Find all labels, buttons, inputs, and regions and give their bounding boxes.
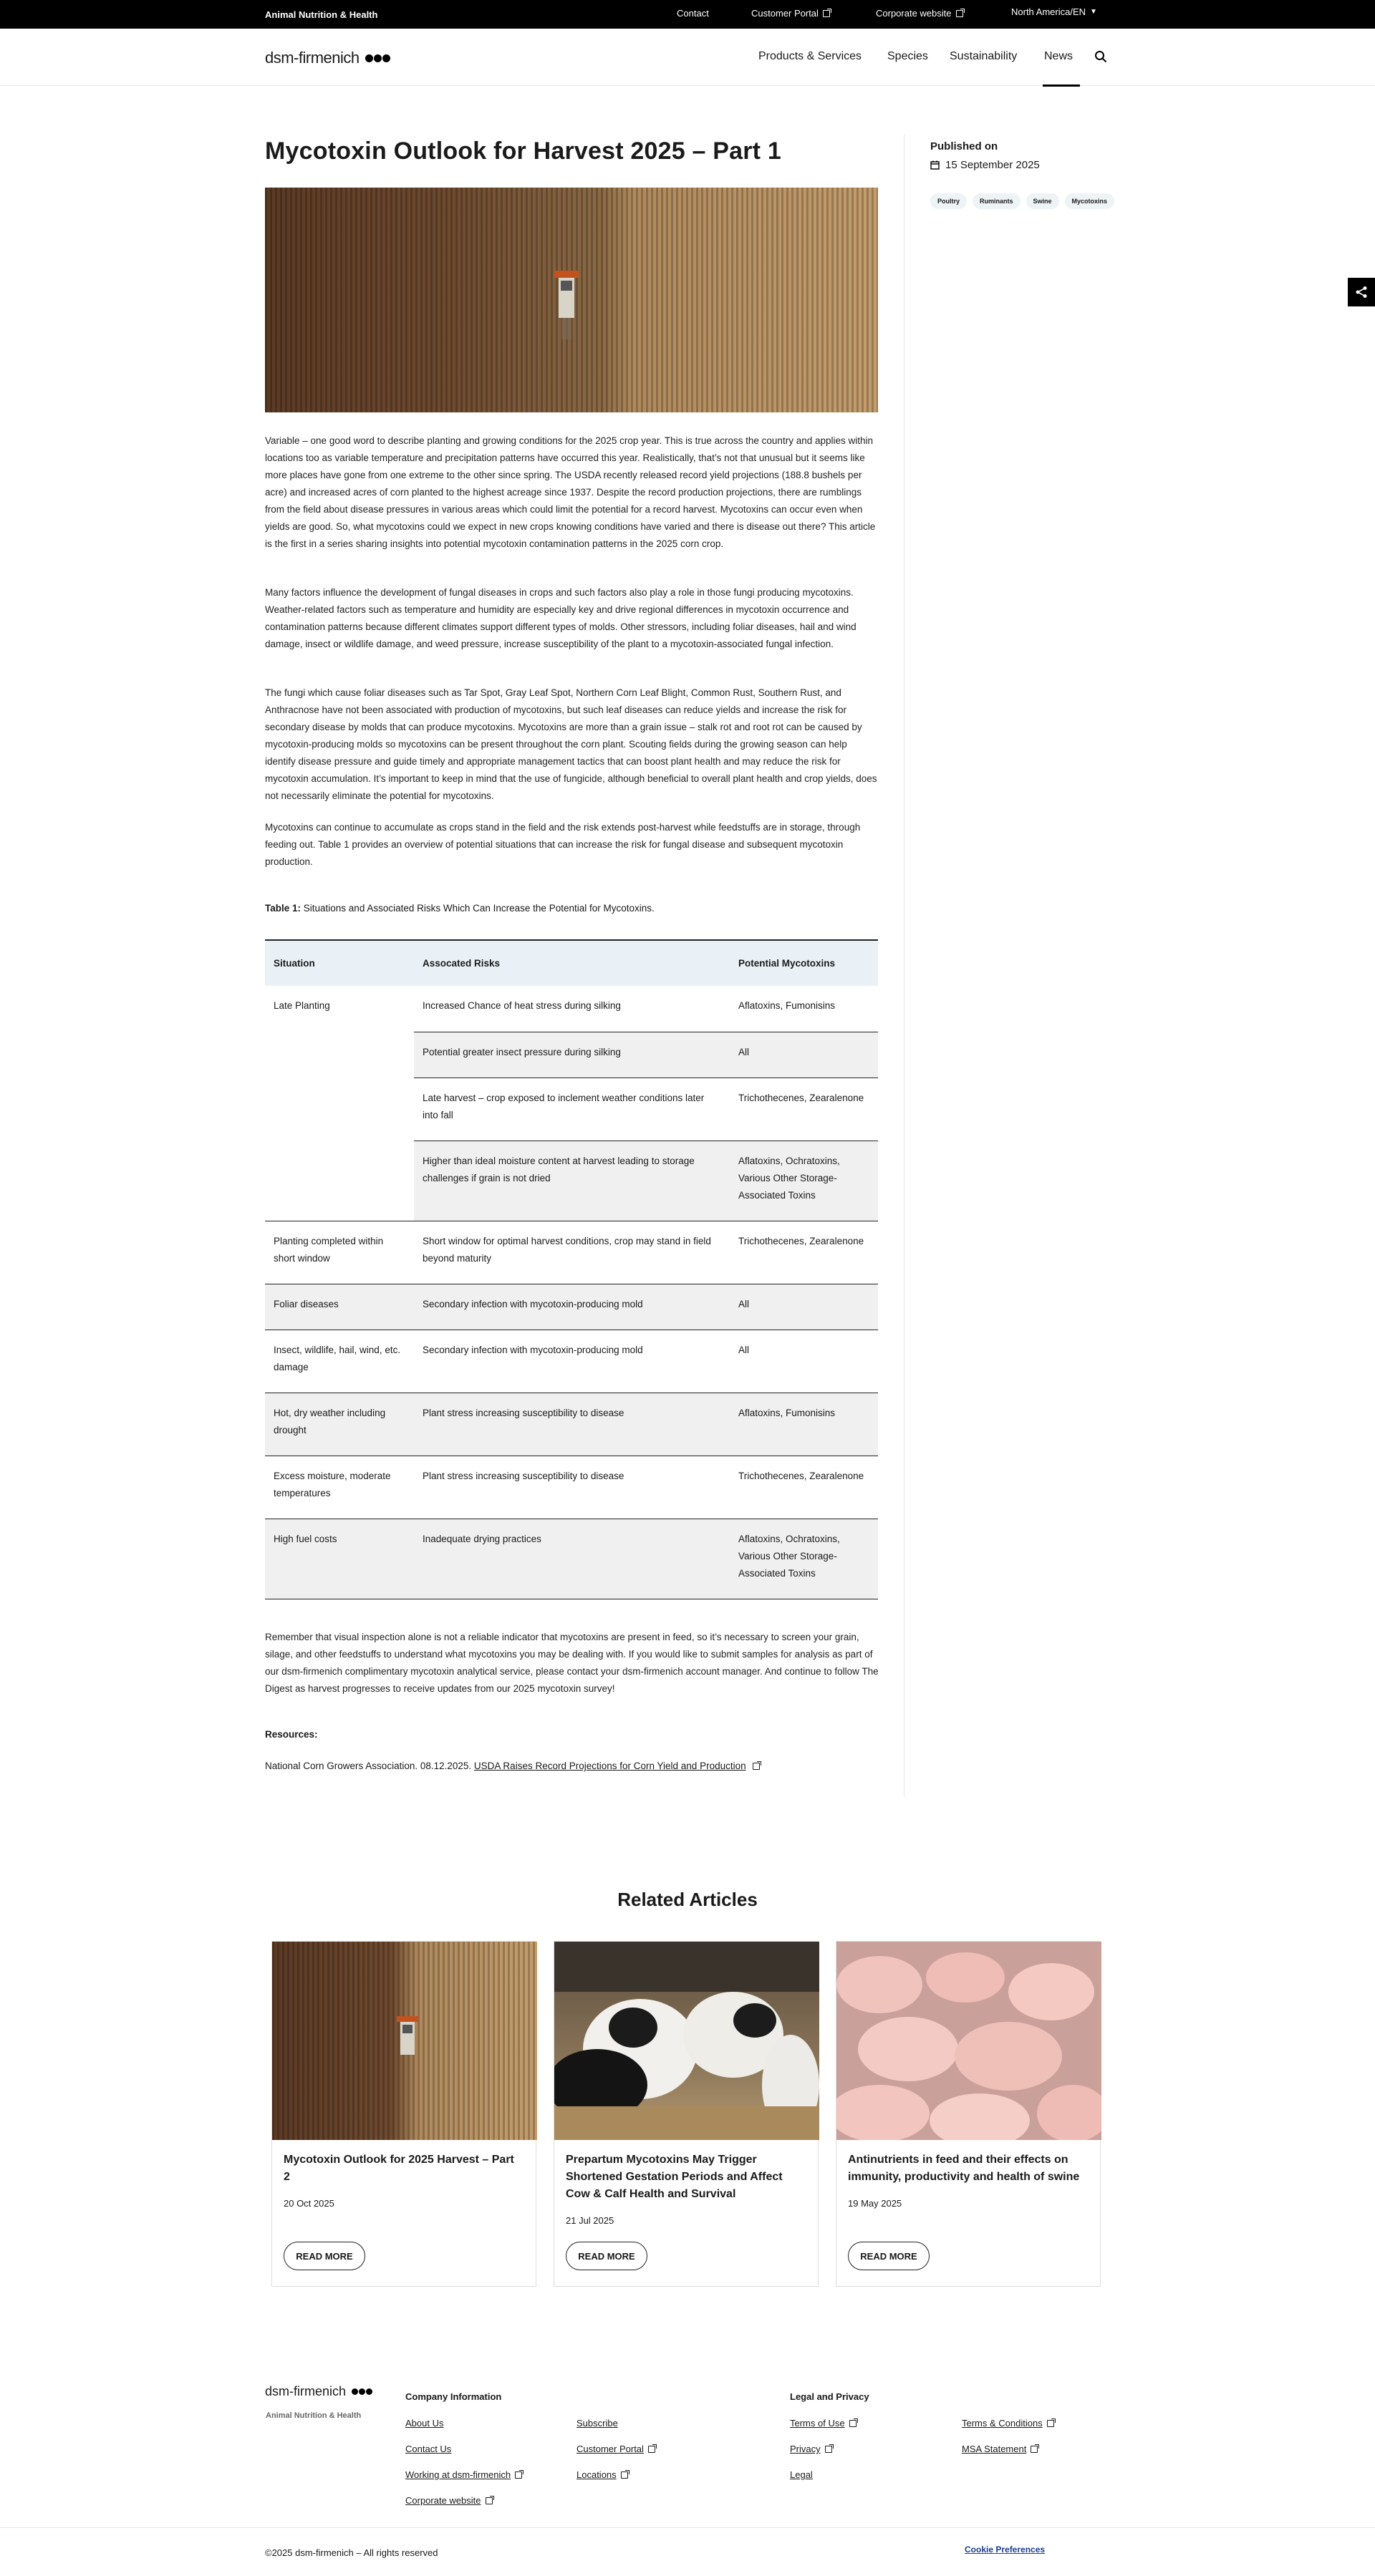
external-link-icon	[1047, 2420, 1054, 2427]
footer-link-subscribe[interactable]	[576, 2418, 618, 2429]
link-label: Terms of Use	[790, 2418, 845, 2429]
external-link-icon	[825, 2446, 832, 2453]
table-header: Assocated Risks	[414, 940, 730, 986]
table-cell: Higher than ideal moisture content at harvest leading to storage challenges if grain is not dried	[414, 1141, 730, 1221]
pigs-illustration	[836, 1942, 1101, 2140]
external-link-icon	[849, 2420, 857, 2427]
link-label: Corporate website	[405, 2495, 481, 2506]
card-title[interactable]: Prepartum Mycotoxins May Trigger Shortened Gestation Periods and Affect Cow & Calf Health and Survival	[566, 2154, 783, 2200]
article-title: Mycotoxin Outlook for Harvest 2025 – Part 1	[265, 137, 781, 165]
read-more-button[interactable]: READ MORE	[848, 2242, 930, 2270]
published-label: Published on	[930, 140, 998, 152]
company-logo[interactable]	[265, 49, 390, 67]
table-cell: Hot, dry weather including drought	[265, 1393, 414, 1456]
footer-link-terms-conditions[interactable]	[962, 2418, 1054, 2429]
share-icon	[1355, 286, 1368, 299]
table-cell: Late Planting	[274, 1000, 330, 1011]
link-label: Working at dsm-firmenich	[405, 2469, 511, 2480]
footer-link-customer-portal[interactable]	[576, 2444, 655, 2454]
read-more-button[interactable]: READ MORE	[284, 2242, 365, 2270]
table-cell: Increased Chance of heat stress during silking	[414, 986, 730, 1032]
combine-harvester-graphic	[554, 271, 579, 339]
external-link-icon	[823, 10, 830, 17]
footer-link-msa-statement[interactable]	[962, 2444, 1038, 2454]
resource-citation	[265, 1761, 760, 1771]
table-cell: Late harvest – crop exposed to inclement weather conditions later into fall	[414, 1078, 730, 1141]
external-link-icon	[956, 10, 963, 17]
table-caption-label: Table 1:	[265, 903, 301, 914]
footer-link-about-us[interactable]	[405, 2418, 443, 2429]
link-label: Terms & Conditions	[962, 2418, 1043, 2429]
table-row	[265, 1221, 878, 1284]
chevron-down-icon: ▼	[1090, 8, 1097, 16]
region-label: North America/EN	[1011, 6, 1086, 17]
table-cell: Short window for optimal harvest conditions, crop may stand in field beyond maturity	[414, 1221, 730, 1284]
external-link-icon	[1031, 2446, 1038, 2453]
region-selector[interactable]	[1011, 6, 1097, 17]
table-cell	[265, 1078, 414, 1141]
card-image-field	[272, 1942, 537, 2140]
table-cell: Insect, wildlife, hail, wind, etc. damage	[265, 1330, 414, 1393]
table-row	[265, 986, 878, 1032]
link-label: Legal	[790, 2469, 813, 2480]
resource-prefix: National Corn Growers Association. 08.12.2025.	[265, 1761, 474, 1771]
table-cell: Foliar diseases	[265, 1284, 414, 1330]
footer-divider	[0, 2527, 1375, 2528]
table-header: Situation	[265, 940, 414, 986]
table-cell	[265, 1141, 414, 1221]
cookie-preferences-link[interactable]: Cookie Preferences	[965, 2544, 1046, 2555]
footer-link-legal[interactable]	[790, 2469, 813, 2480]
table-row	[265, 1141, 878, 1221]
hero-image	[265, 188, 878, 412]
cows-illustration	[554, 1942, 819, 2140]
combine-harvester-graphic	[397, 2016, 418, 2073]
footer-link-careers[interactable]	[405, 2469, 522, 2480]
published-date-text: 15 September 2025	[945, 159, 1040, 171]
card-image-pigs	[836, 1942, 1101, 2140]
external-link-icon	[486, 2497, 493, 2504]
card-date: 20 Oct 2025	[284, 2198, 334, 2209]
card-title[interactable]: Antinutrients in feed and their effects on immunity, productivity and health of swine	[848, 2154, 1080, 2183]
tag-list	[930, 193, 1114, 209]
table-cell: Secondary infection with mycotoxin-producing mold	[414, 1330, 730, 1393]
link-label: Privacy	[790, 2444, 821, 2454]
table-row	[265, 1330, 878, 1393]
table-row	[265, 1284, 878, 1330]
logo-text: dsm-firmenich	[265, 49, 360, 67]
article-paragraph: Many factors influence the development of fungal diseases in crops and such factors also play a role in those fungi producing mycotoxins. Weather-related factors such as temperature and humidity are especially key and drive regional differences in mycotoxin occurrence and contamination patterns because different climates support different types of molds. Other stressors, including foliar diseases, hail and wind damage, insect or wildlife damage, and weed pressure, increase susceptibility of the plant to a mycotoxin-associated fungal infection.	[265, 587, 857, 649]
related-card[interactable]	[554, 1941, 819, 2287]
customer-portal-label: Customer Portal	[751, 8, 819, 19]
external-link-icon	[648, 2446, 655, 2453]
contact-link[interactable]	[677, 8, 709, 19]
article-paragraph: Mycotoxins can continue to accumulate as crops stand in the field and the risk extends post-harvest while feedstuffs are in storage, through feeding out. Table 1 provides an overview of potential situations that can increase the risk for fungal disease and subsequent mycotoxin production.	[265, 822, 861, 867]
card-title[interactable]: Mycotoxin Outlook for 2025 Harvest – Part 2	[284, 2154, 514, 2183]
table-row	[265, 1519, 878, 1599]
published-date	[930, 159, 1040, 171]
table-row	[265, 1032, 878, 1078]
copyright-text: ©2025 dsm-firmenich – All rights reserved	[265, 2547, 438, 2558]
division-label: Animal Nutrition & Health	[265, 9, 378, 20]
tag-ruminants[interactable]: Ruminants	[973, 193, 1021, 209]
nav-news[interactable]: News	[1044, 50, 1074, 62]
contact-link-label: Contact	[677, 8, 709, 19]
card-date: 19 May 2025	[848, 2198, 902, 2209]
logo-mark-icon	[365, 54, 390, 62]
table-cell: Excess moisture, moderate temperatures	[265, 1456, 414, 1519]
link-label: Customer Portal	[576, 2444, 644, 2454]
table-cell: All	[730, 1032, 878, 1078]
table-cell: Aflatoxins, Ochratoxins, Various Other Storage-Associated Toxins	[730, 1519, 878, 1599]
table-cell: High fuel costs	[265, 1519, 414, 1599]
logo-mark-icon	[352, 2388, 372, 2395]
active-nav-indicator	[1043, 84, 1080, 87]
nav-species[interactable]: Species	[887, 50, 928, 62]
related-card[interactable]	[836, 1941, 1101, 2287]
external-link-icon	[621, 2471, 628, 2479]
footer-logo[interactable]	[265, 2384, 372, 2399]
table-row	[265, 1456, 878, 1519]
link-label: About Us	[405, 2418, 444, 2429]
table-caption-text: Situations and Associated Risks Which Can Increase the Potential for Mycotoxins.	[301, 903, 655, 914]
table-cell: Plant stress increasing susceptibility to disease	[414, 1456, 730, 1519]
nav-products-services[interactable]: Products & Services	[758, 50, 862, 62]
resource-link[interactable]: USDA Raises Record Projections for Corn Yield and Production	[473, 1761, 746, 1771]
table-cell: Trichothecenes, Zearalenone	[730, 1456, 878, 1519]
table-cell: Trichothecenes, Zearalenone	[730, 1221, 878, 1284]
legal-privacy-heading: Legal and Privacy	[790, 2391, 869, 2402]
related-articles-heading: Related Articles	[617, 1889, 758, 1910]
table-cell: All	[730, 1284, 878, 1330]
link-label: Subscribe	[576, 2418, 618, 2429]
mycotoxin-risk-table	[265, 939, 878, 1599]
tag-poultry[interactable]: Poultry	[930, 193, 967, 209]
top-bar	[0, 0, 1375, 29]
search-icon[interactable]	[1094, 50, 1107, 63]
external-link-icon	[515, 2471, 522, 2479]
external-link-icon	[753, 1763, 760, 1770]
nav-sustainability[interactable]: Sustainability	[950, 50, 1018, 62]
table-cell: Aflatoxins, Ochratoxins, Various Other Storage-Associated Toxins	[730, 1141, 878, 1221]
table-cell: Plant stress increasing susceptibility to disease	[414, 1393, 730, 1456]
related-card[interactable]	[271, 1941, 536, 2287]
tag-swine[interactable]: Swine	[1026, 193, 1059, 209]
article-paragraph: Variable – one good word to describe planting and growing conditions for the 2025 crop year. This is true across the country and applies within locations too as variable temperature and precipitation patterns have occurred this year. Realistically, that’s not that unusual but it seems like more places have gone from one extreme to the other since spring. The USDA recently released record yield projections (188.8 bushels per acre) and increased acres of corn planted to the highest acreage since 1937. Despite the record production projections, there are rumblings from the field about disease pressures in various areas which could limit the potential for a record harvest. Mycotoxins can occur even when yields are good. So, what mycotoxins could we expect in new crops knowing conditions have varied and there is disease out there? This article is the first in a series sharing insights into potential mycotoxin contamination patterns in the 2025 corn crop.	[265, 435, 876, 549]
corporate-website-label: Corporate website	[876, 8, 952, 19]
footer-link-privacy[interactable]	[790, 2444, 832, 2454]
table-cell: Planting completed within short window	[265, 1221, 414, 1284]
table-cell: All	[730, 1330, 878, 1393]
footer-link-contact-us[interactable]	[405, 2444, 451, 2454]
link-label: MSA Statement	[962, 2444, 1027, 2454]
footer-link-corporate-website[interactable]	[405, 2495, 493, 2506]
table-cell: Aflatoxins, Fumonisins	[730, 986, 878, 1032]
table-cell: Inadequate drying practices	[414, 1519, 730, 1599]
footer-logo-text: dsm-firmenich	[265, 2384, 347, 2398]
main-navigation	[0, 29, 1375, 86]
resources-heading: Resources:	[265, 1729, 318, 1740]
table-row	[265, 1393, 878, 1456]
calendar-icon	[930, 160, 940, 170]
company-info-heading: Company Information	[405, 2391, 502, 2402]
tag-mycotoxins[interactable]: Mycotoxins	[1065, 193, 1115, 209]
table-cell: Potential greater insect pressure during silking	[414, 1032, 730, 1078]
card-image-cows	[554, 1942, 819, 2140]
link-label: Contact Us	[405, 2444, 452, 2454]
table-cell: Secondary infection with mycotoxin-producing mold	[414, 1284, 730, 1330]
footer-division: Animal Nutrition & Health	[266, 2411, 362, 2420]
read-more-button[interactable]: READ MORE	[566, 2242, 647, 2270]
table-caption	[265, 903, 655, 914]
table-header: Potential Mycotoxins	[730, 940, 878, 986]
article-paragraph: The fungi which cause foliar diseases such as Tar Spot, Gray Leaf Spot, Northern Corn Leaf Blight, Common Rust, Southern Rust, and Anthracnose have not been associated with production of mycotoxins, but such leaf diseases can reduce yields and increase the risk for secondary disease by molds that can produce mycotoxins. Mycotoxins are more than a grain issue – stalk rot and root rot can be caused by mycotoxin-producing molds so mycotoxins can be present throughout the corn plant. Scouting fields during the growing season can help identify disease pressure and guide timely and appropriate management tactics that can boost plant health and may reduce the risk for mycotoxin accumulation. It’s important to keep in mind that the use of fungicide, although beneficial to overall plant health and crop yields, does not necessarily eliminate the potential for mycotoxins.	[265, 687, 877, 801]
table-row	[265, 1078, 878, 1141]
table-cell: Aflatoxins, Fumonisins	[730, 1393, 878, 1456]
share-button[interactable]	[1348, 278, 1375, 306]
customer-portal-link[interactable]	[751, 8, 830, 19]
table-cell: Trichothecenes, Zearalenone	[730, 1078, 878, 1141]
card-date: 21 Jul 2025	[566, 2215, 614, 2226]
corporate-website-link[interactable]	[876, 8, 963, 19]
footer-link-locations[interactable]	[576, 2469, 628, 2480]
link-label: Locations	[576, 2469, 617, 2480]
table-cell	[265, 1032, 414, 1078]
closing-paragraph: Remember that visual inspection alone is not a reliable indicator that mycotoxins are present in feed, so it’s necessary to screen your grain, silage, and other feedstuffs to understand what mycotoxins you may be dealing with. If you would like to submit samples for analysis as part of our dsm-firmenich complimentary mycotoxin analytical service, please contact your dsm-firmenich account manager. And continue to follow The Digest as harvest progresses to receive updates from our 2025 mycotoxin survey!	[265, 1632, 879, 1694]
footer-link-terms-of-use[interactable]	[790, 2418, 857, 2429]
